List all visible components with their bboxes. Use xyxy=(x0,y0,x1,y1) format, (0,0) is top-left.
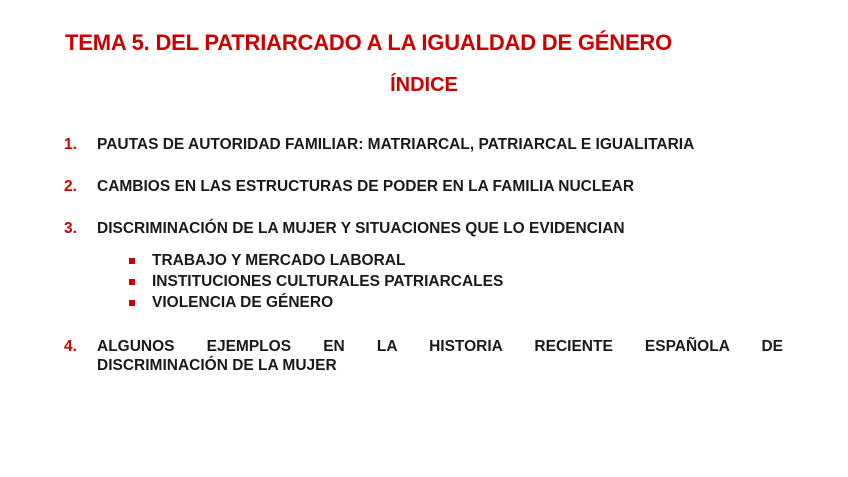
item-number: 4. xyxy=(64,338,77,355)
index-heading-text: ÍNDICE xyxy=(390,74,458,96)
item-text: DISCRIMINACIÓN DE LA MUJER Y SITUACIONES QUE LO EVIDENCIAN xyxy=(97,220,625,237)
subitem-text: VIOLENCIA DE GÉNERO xyxy=(152,294,334,311)
item-text: CAMBIOS EN LAS ESTRUCTURAS DE PODER EN LA FAMILIA NUCLEAR xyxy=(97,178,635,195)
subitem-text: TRABAJO Y MERCADO LABORAL xyxy=(152,252,406,269)
square-bullet-icon xyxy=(129,300,135,306)
item-text-line-2: DISCRIMINACIÓN DE LA MUJER xyxy=(97,357,337,374)
square-bullet-icon xyxy=(129,258,135,264)
item-text-block xyxy=(97,338,783,375)
item-number: 2. xyxy=(64,178,77,195)
item-text-line-1: ALGUNOS EJEMPLOS EN LA HISTORIA RECIENTE ESPAÑOLA DE xyxy=(97,338,783,355)
square-bullet-icon xyxy=(129,279,135,285)
item-number: 3. xyxy=(64,220,77,237)
subitem-text: INSTITUCIONES CULTURALES PATRIARCALES xyxy=(152,273,504,290)
slide-title: TEMA 5. DEL PATRIARCADO A LA IGUALDAD DE GÉNERO xyxy=(65,30,673,55)
item-text: PAUTAS DE AUTORIDAD FAMILIAR: MATRIARCAL, PATRIARCAL E IGUALITARIA xyxy=(97,136,695,153)
index-heading xyxy=(0,74,848,97)
item-number: 1. xyxy=(64,136,77,153)
